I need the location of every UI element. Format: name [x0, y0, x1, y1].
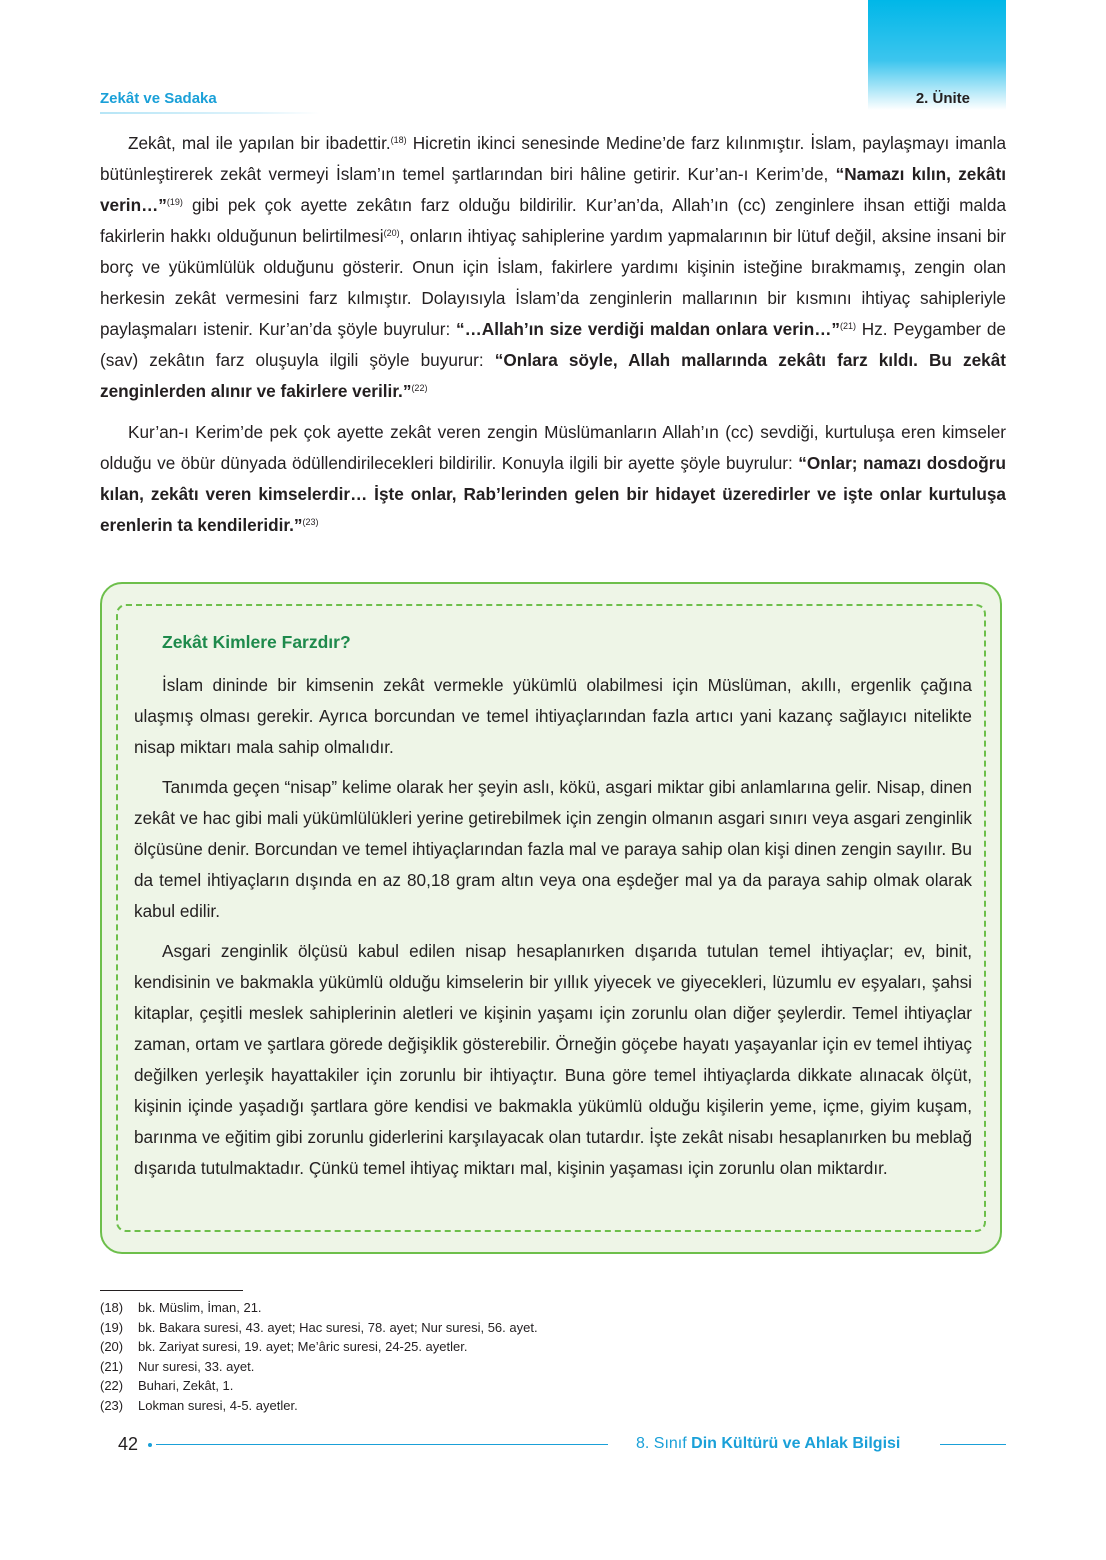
main-text	[100, 128, 1006, 551]
footnote-text: Lokman suresi, 4-5. ayetler.	[138, 1397, 298, 1413]
footnote-text: Nur suresi, 33. ayet.	[138, 1358, 255, 1374]
body-text: , onların ihtiyaç sahiplerine yardım yapmalarının bir lütuf değil, aksine insani bir borç ve yükümlülük olduğunu gösterir. Onun için İslam, fakirlere yardımı kişinin isteğine bırakmamış, zengin olan herkesin zekât vermesini farz kılmıştır. Dolayısıyla İslam’da zenginlerin mallarının bir kısmını ihtiyaç sahipleriyle paylaşmaları istenir. Kur’an’da şöyle buyrulur:	[100, 226, 1007, 339]
footer-rule-left	[156, 1444, 608, 1445]
footnote	[100, 1318, 538, 1338]
quote-text: “…Allah’ın size verdiği maldan onlara verin…”	[456, 319, 840, 339]
page-number: 42	[118, 1434, 139, 1454]
footnote-text: Buhari, Zekât, 1.	[138, 1378, 234, 1393]
footnote-number: (22)	[100, 1378, 124, 1393]
quote-text: “Onlara söyle, Allah mallarında zekâtı farz kıldı. Bu zekât zenginlerden alınır ve fakirlere verilir.”	[100, 350, 1006, 401]
footnote-text: bk. Zariyat suresi, 19. ayet; Me’âric suresi, 24-25. ayetler.	[138, 1339, 468, 1354]
footnote-ref: (21)	[839, 321, 856, 331]
footer-dot	[148, 1443, 152, 1447]
footnote	[100, 1357, 538, 1377]
info-box-paragraph-3: Asgari zenginlik ölçüsü kabul edilen nisap hesaplanırken dışarıda tutulan temel ihtiyaçlar; ev, binit, kendisinin ve bakmakla yükümlü olduğu kimselerin bir yıllık yiyecek ve giyecekleri, lüzumlu ev eşyaları, şahsi kitaplar, çeşitli meslek sahiplerinin aletleri ve kişinin yaşamı için zorunlu olan diğer şeylerdir. Temel ihtiyaçlar zaman, ortam ve şartlara görede değişiklik gösterebilir. Örneğin göçebe hayatı yaşayanlar için ev temel ihtiyaç değilken yerleşik hayattakiler için zorunlu bir ihtiyaçtır. Buna göre temel ihtiyaçlarda dikkate alınacak ölçüt, kişinin içinde yaşadığı şartlara göre kendisi ve bakmakla yükümlü olduğu kişilerin yeme, içme, giyim kuşam, barınma ve eğitim gibi zorunlu giderlerini karşılayacak olan tutardır. İşte zekât nisabı hesaplanırken bu meblağ dışarıda tutulmaktadır. Çünkü temel ihtiyaç miktarı mal, kişinin yaşaması için zorunlu olan miktardır.	[134, 941, 972, 1178]
footnote-text: bk. Müslim, İman, 21.	[138, 1300, 262, 1315]
body-text: Kur’an-ı Kerim’de pek çok ayette zekât veren zengin Müslümanların Allah’ın (cc) sevdiği, kurtuluşa eren kimseler olduğu ve öbür dünyada ödüllendirilecekleri bildirilir. Konuyla ilgili bir ayette şöyle buyrulur:	[100, 422, 1006, 473]
footnote	[100, 1396, 538, 1416]
paragraph-2	[100, 417, 1006, 541]
footnote-number: (23)	[100, 1397, 124, 1413]
footnote-ref: (19)	[166, 197, 183, 207]
footnote-rule	[100, 1290, 243, 1291]
footnote-ref: (20)	[383, 228, 400, 238]
book-title	[636, 1435, 900, 1453]
quote-text: “Onlar; namazı dosdoğru kılan, zekâtı veren kimselerdir… İşte onlar, Rab’lerinden gelen bir hidayet üzeredirler ve işte onlar kurtuluşa erenlerin ta kendileridir.”	[100, 453, 1006, 535]
footnote-number: (21)	[100, 1358, 124, 1374]
body-text: gibi pek çok ayette zekâtın farz olduğu bildirilir. Kur’an’da, Allah’ın (cc) zenginlere ihsan ettiği malda fakirlerin hakkı olduğunun belirtilmesi	[100, 195, 1006, 246]
book-name: Din Kültürü ve Ahlak Bilgisi	[691, 1435, 901, 1452]
footnote-ref: (23)	[302, 517, 319, 527]
unit-label: 2. Ünite	[915, 90, 970, 107]
footnote-number: (19)	[100, 1319, 124, 1335]
footnote	[100, 1298, 538, 1318]
body-text: Zekât, mal ile yapılan bir ibadettir.	[128, 133, 391, 153]
footnote	[100, 1337, 538, 1357]
paragraph-1	[100, 128, 1006, 407]
footnote-ref: (18)	[390, 135, 407, 145]
info-box-text	[134, 670, 972, 1193]
info-box-paragraph-1: İslam dininde bir kimsenin zekât vermekle yükümlü olabilmesi için Müslüman, akıllı, ergenlik çağına ulaşmış olması gerekir. Ayrıca borcundan ve temel ihtiyaçlarından fazla artıcı yani kazanç sağlayıcı nitelikte nisap miktarı mala sahip olmalıdır.	[134, 675, 972, 757]
quote-text: “Namazı kılın, zekâtı verin…”	[100, 164, 1006, 215]
book-grade: 8. Sınıf	[636, 1435, 692, 1452]
footnote-number: (20)	[100, 1339, 124, 1354]
footnote-ref: (22)	[411, 383, 428, 393]
info-box-paragraph-2: Tanımda geçen “nisap” kelime olarak her şeyin aslı, kökü, asgari miktar gibi anlamlarına gelir. Nisap, dinen zekât ve hac gibi mali yükümlülükleri yerine getirebilmek için zengin olmanın asgari sınırı veya asgari zenginlik ölçüsüne denir. Borcundan ve temel ihtiyaçlarından fazla mal ve paraya sahip olan kişi dinen zengin sayılır. Bu da temel ihtiyaçların dışında en az 80,18 gram altın veya ona eşdeğer mal ya da paraya sahip olmak olarak kabul edilir.	[134, 777, 972, 921]
section-underline	[100, 112, 320, 114]
body-text: Hz. Peygamber de (sav) zekâtın farz oluşuyla ilgili şöyle buyurur:	[100, 319, 1006, 370]
footnote-text: bk. Bakara suresi, 43. ayet; Hac suresi, 78. ayet; Nur suresi, 56. ayet.	[138, 1319, 538, 1335]
footer-rule-right	[940, 1444, 1006, 1445]
footnotes	[100, 1298, 538, 1415]
footnote-number: (18)	[100, 1300, 124, 1315]
body-text: Hicretin ikinci senesinde Medine’de farz kılınmıştır. İslam, paylaşmayı imanla bütünleştirerek zekât vermeyi İslam’ın temel şartlarından biri hâline getirir. Kur’an-ı Kerim’de,	[100, 133, 1007, 184]
footnote	[100, 1376, 538, 1396]
info-box-title: Zekât Kimlere Farzdır?	[162, 632, 351, 652]
section-title: Zekât ve Sadaka	[100, 90, 217, 107]
